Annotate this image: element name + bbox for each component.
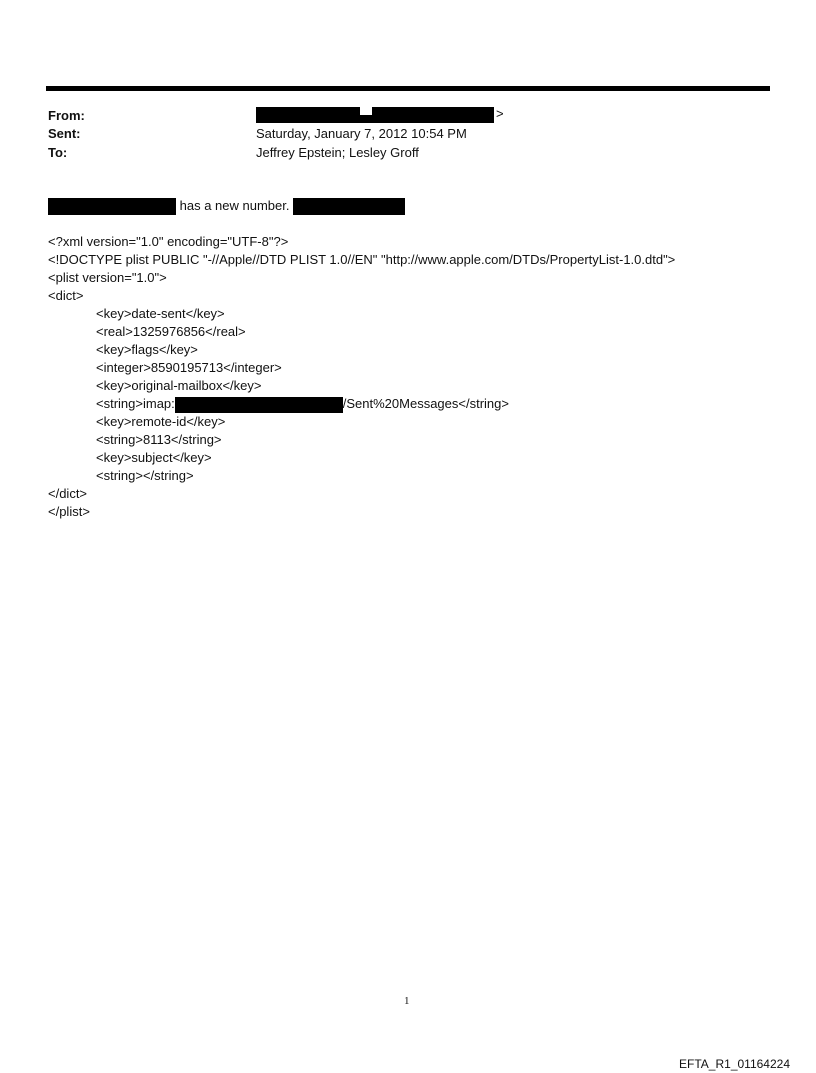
to-label: To: [48,145,68,160]
plist-line: <string></string> [96,468,194,483]
from-label: From: [48,108,85,123]
redaction-block [372,107,494,123]
dict-close-line: </dict> [48,486,88,501]
plist-open-line: <plist version="1.0"> [48,270,167,285]
from-suffix: > [496,106,504,121]
page-number: 1 [404,995,410,1007]
header-rule [46,86,770,91]
sent-label: Sent: [48,126,81,141]
plist-line: <key>flags</key> [96,342,198,357]
from-value [256,106,504,123]
doctype-line: <!DOCTYPE plist PUBLIC "-//Apple//DTD PLIST 1.0//EN" "http://www.apple.com/DTDs/PropertyList-1.0.dtd"> [48,252,676,267]
imap-line [96,396,509,413]
redaction-block [48,198,176,215]
plist-close-line: </plist> [48,504,90,519]
plist-line: <key>date-sent</key> [96,306,225,321]
to-value: Jeffrey Epstein; Lesley Groff [256,145,419,160]
dict-open-line: <dict> [48,288,84,303]
plist-line: <key>remote-id</key> [96,414,226,429]
sent-value: Saturday, January 7, 2012 10:54 PM [256,126,467,141]
document-id: EFTA_R1_01164224 [679,1057,790,1071]
redaction-block [256,107,360,123]
plist-line: <key>subject</key> [96,450,212,465]
redaction-block [175,397,343,413]
imap-suffix: /Sent%20Messages</string> [342,396,509,411]
imap-prefix: <string>imap: [96,396,175,411]
plist-line: <real>1325976856</real> [96,324,246,339]
intro-text: has a new number. [179,198,290,213]
redaction-block [360,115,372,123]
plist-line: <key>original-mailbox</key> [96,378,262,393]
plist-line: <integer>8590195713</integer> [96,360,282,375]
redaction-block [293,198,405,215]
xml-declaration-line: <?xml version="1.0" encoding="UTF-8"?> [48,234,289,249]
intro-line [48,198,405,215]
plist-line: <string>8113</string> [96,432,222,447]
